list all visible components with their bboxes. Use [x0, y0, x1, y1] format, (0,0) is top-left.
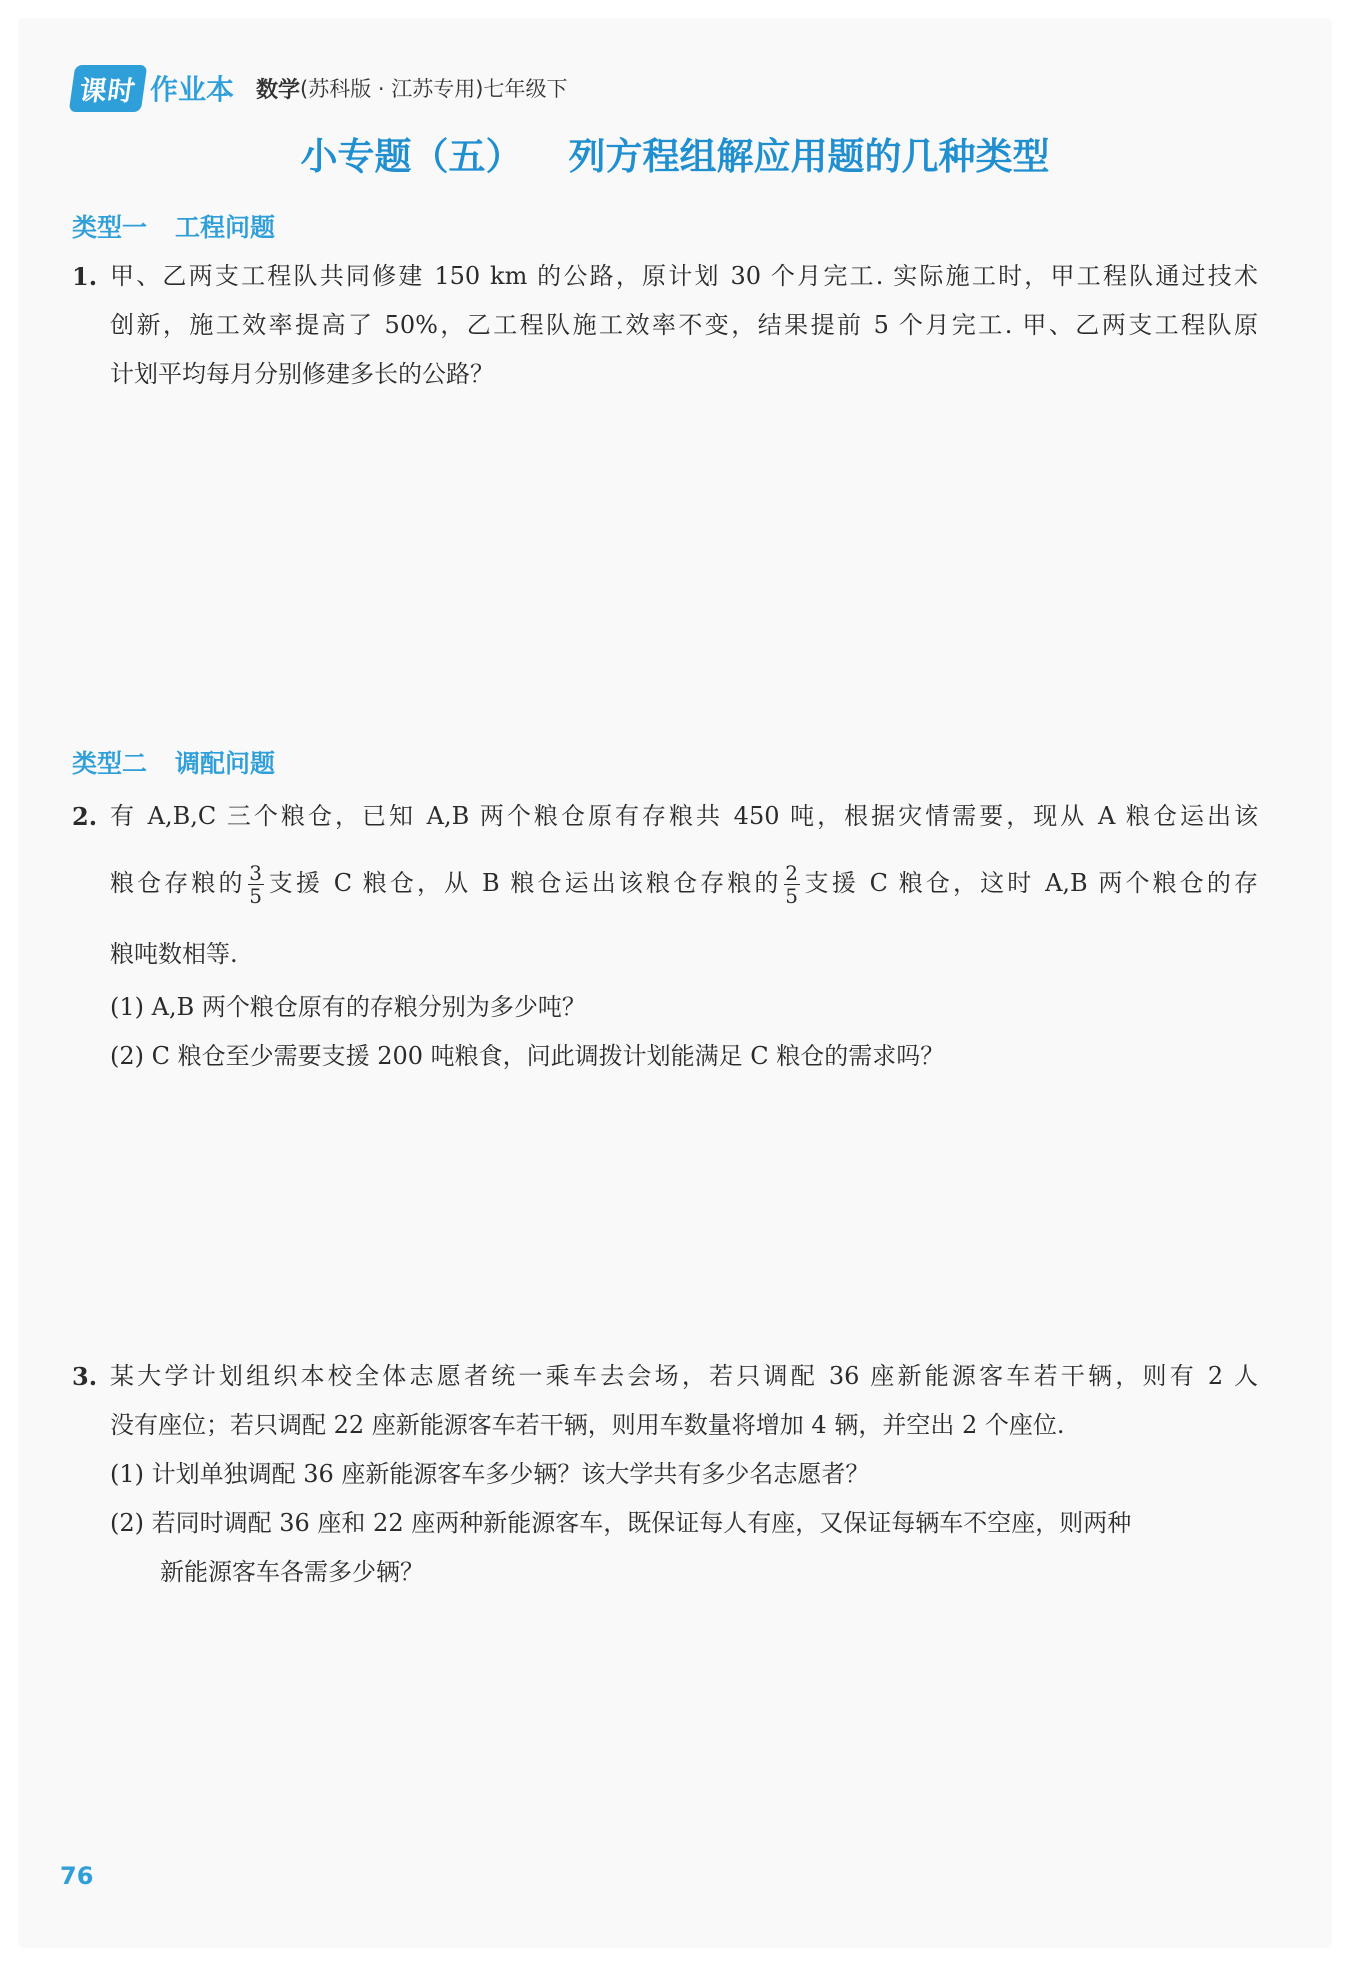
fraction-three-fifths: [248, 862, 264, 907]
problem-text-line: 有 A,B,C 三个粮仓，已知 A,B 两个粮仓原有存粮共 450 吨，根据灾情需要，现从 A 粮仓运出该: [110, 802, 1258, 830]
problem-text-line: 粮吨数相等.: [110, 940, 238, 968]
fraction-denominator: 5: [785, 884, 798, 908]
sub-question-1: (1) A,B 两个粮仓原有的存粮分别为多少吨？: [110, 993, 586, 1021]
page-header: [72, 66, 567, 110]
topic-label: 小专题（五）: [300, 134, 523, 178]
section-label: 类型一: [72, 213, 148, 242]
problem-number: 3.: [72, 1362, 98, 1391]
subject-label: 数学: [256, 77, 301, 103]
fraction-two-fifths: [784, 862, 800, 907]
sub-question-2: (2) C 粮仓至少需要支援 200 吨粮食，问此调拨计划能满足 C 粮仓的需求吗？: [110, 1042, 945, 1070]
topic-heading: 列方程组解应用题的几种类型: [568, 134, 1050, 178]
problem-text-line: 计划平均每月分别修建多长的公路？: [110, 360, 494, 388]
text-fragment: 支援 C 粮仓，从 B 粮仓运出该粮仓存粮的: [265, 869, 782, 897]
sub-question-2-continued: 新能源客车各需多少辆？: [160, 1558, 424, 1586]
logo-badge: 课时: [69, 65, 148, 112]
sub-question-2: (2) 若同时调配 36 座和 22 座两种新能源客车，既保证每人有座，又保证每辆车不空座，则两种: [110, 1509, 1132, 1537]
problem-number: 1.: [72, 262, 98, 291]
fraction-numerator: 2: [785, 861, 798, 885]
topic-title: [0, 126, 1350, 180]
section-title: 工程问题: [175, 213, 276, 242]
problem-2: [72, 792, 1258, 1081]
section-heading-type-two: [72, 744, 275, 780]
problem-3: [72, 1352, 1258, 1597]
problem-number: 2.: [72, 802, 98, 831]
section-heading-type-one: [72, 208, 275, 244]
problem-text-line-with-fractions: [72, 841, 1258, 925]
section-label: 类型二: [72, 749, 148, 778]
problem-text-line: 某大学计划组织本校全体志愿者统一乘车去会场，若只调配 36 座新能源客车若干辆，则有 2 人: [110, 1362, 1258, 1390]
section-title: 调配问题: [175, 749, 276, 778]
edition-label: (苏科版 · 江苏专用)七年级下: [300, 77, 568, 101]
fraction-denominator: 5: [249, 884, 262, 908]
text-fragment: 粮仓存粮的: [110, 869, 246, 897]
problem-text-line: 创新，施工效率提高了 50%，乙工程队施工效率不变，结果提前 5 个月完工. 甲、乙两支工程队原: [110, 311, 1258, 339]
sub-question-1: (1) 计划单独调配 36 座新能源客车多少辆？该大学共有多少名志愿者？: [110, 1460, 870, 1488]
fraction-numerator: 3: [249, 861, 262, 885]
problem-1: [72, 252, 1258, 399]
logo-text: 作业本: [150, 73, 235, 106]
page-number: 76: [60, 1862, 94, 1890]
problem-text-line: 没有座位；若只调配 22 座新能源客车若干辆，则用车数量将增加 4 辆，并空出 2 个座位.: [110, 1411, 1065, 1439]
problem-text-line: 甲、乙两支工程队共同修建 150 km 的公路，原计划 30 个月完工. 实际施工时，甲工程队通过技术: [110, 262, 1258, 290]
text-fragment: 支援 C 粮仓，这时 A,B 两个粮仓的存: [801, 869, 1259, 897]
